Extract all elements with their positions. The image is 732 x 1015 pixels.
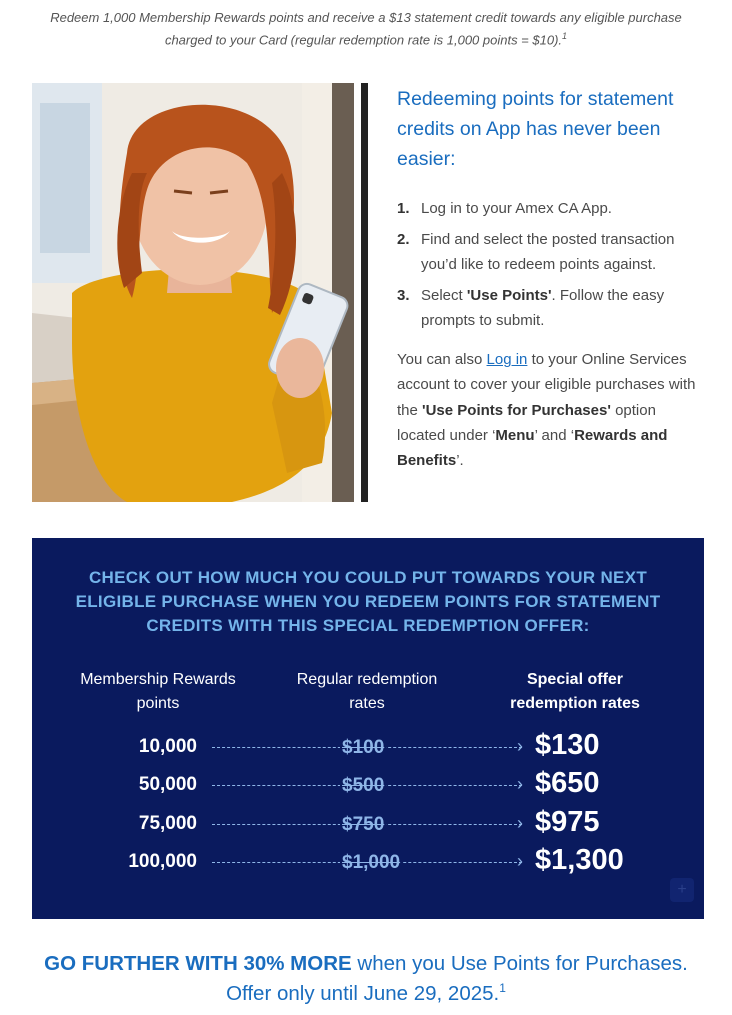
- offer-title-line: CHECK OUT HOW MUCH YOU COULD PUT TOWARDS YOUR NEXT: [88, 568, 648, 587]
- photo-divider: [361, 83, 368, 502]
- step-number: 3.: [397, 287, 410, 304]
- step-number: 1.: [397, 200, 410, 217]
- regular-column-header: [272, 668, 462, 716]
- regular-rate: $1,000: [342, 852, 401, 873]
- intro-text: [30, 9, 702, 49]
- note-text: ’ and ‘: [534, 426, 575, 444]
- offer-title: [32, 566, 704, 638]
- arrow-right-icon: ›: [517, 851, 523, 871]
- rate-row: [32, 729, 704, 763]
- note-text: ’.: [456, 452, 464, 470]
- step-2: [397, 227, 707, 277]
- arrow-right-icon: ›: [517, 736, 523, 756]
- points-value: 10,000: [138, 736, 197, 757]
- rate-row: [32, 806, 704, 840]
- intro-copy: Redeem 1,000 Membership Rewards points and receive a $13 statement credit towards any eligible purchase charged to your Card (regular redemption rate is 1,000 points = $10).: [50, 10, 682, 48]
- header-line: Membership Rewards: [80, 671, 236, 688]
- plus-icon[interactable]: +: [670, 878, 694, 902]
- note-bold-use-points: 'Use Points for Purchases': [422, 401, 611, 419]
- header-line: points: [136, 695, 180, 712]
- special-rate: $130: [535, 729, 600, 761]
- points-value: 100,000: [128, 851, 197, 872]
- intro-footnote: 1: [562, 31, 568, 41]
- arrow-right-icon: ›: [517, 813, 523, 833]
- regular-rate: $750: [342, 814, 385, 835]
- special-rate: $650: [535, 767, 600, 799]
- rate-row: [32, 844, 704, 878]
- offer-panel: [32, 538, 704, 919]
- regular-rate: $100: [342, 737, 385, 758]
- note-text: to your Online Services account to cover your eligible purchases with the: [397, 351, 696, 419]
- footer-copy: when you Use Points for Purchases. Offer only until June 29, 2025.: [226, 952, 688, 1005]
- login-link[interactable]: Log in: [486, 351, 528, 368]
- step-number: 2.: [397, 231, 410, 248]
- rate-row: [32, 767, 704, 801]
- header-line: rates: [349, 695, 385, 712]
- points-column-header: [60, 668, 256, 716]
- points-value: 75,000: [138, 813, 197, 834]
- note-text: You can also: [397, 351, 487, 368]
- note-text: option located under ‘: [397, 401, 656, 444]
- offer-title-line: CREDITS WITH THIS SPECIAL REDEMPTION OFFER:: [146, 616, 590, 635]
- step-1: [397, 196, 707, 221]
- step-text-pre: Select: [421, 287, 467, 304]
- offer-title-line: ELIGIBLE PURCHASE WHEN YOU REDEEM POINTS FOR STATEMENT: [75, 592, 661, 611]
- hero-photo: [32, 83, 354, 502]
- points-value: 50,000: [138, 774, 197, 795]
- instructions-panel: [397, 84, 707, 473]
- note-bold-rewards: Rewards and Benefits: [397, 426, 668, 470]
- step-text-post: . Follow the easy prompts to submit.: [421, 287, 665, 329]
- step-text-bold: 'Use Points': [466, 287, 552, 304]
- special-column-header: [482, 668, 668, 716]
- footer-bold: GO FURTHER WITH 30% MORE: [44, 952, 352, 975]
- step-text: Find and select the posted transaction you’d like to redeem points against.: [421, 231, 675, 273]
- footer-footnote: 1: [499, 981, 506, 995]
- header-line: redemption rates: [510, 695, 640, 712]
- footer-offer-text: [40, 951, 692, 1006]
- note-bold-menu: Menu: [495, 426, 535, 444]
- step-3: [397, 283, 707, 333]
- instructions-heading: Redeeming points for statement credits on App has never been easier:: [397, 88, 674, 170]
- online-services-note: [397, 347, 707, 473]
- special-rate: $975: [535, 806, 600, 838]
- special-rate: $1,300: [535, 844, 624, 876]
- step-text: Log in to your Amex CA App.: [421, 200, 612, 217]
- steps-list: [397, 196, 707, 333]
- regular-rate: $500: [342, 775, 385, 796]
- header-line: Regular redemption: [296, 671, 438, 688]
- header-line: Special offer: [526, 671, 624, 688]
- arrow-right-icon: ›: [517, 774, 523, 794]
